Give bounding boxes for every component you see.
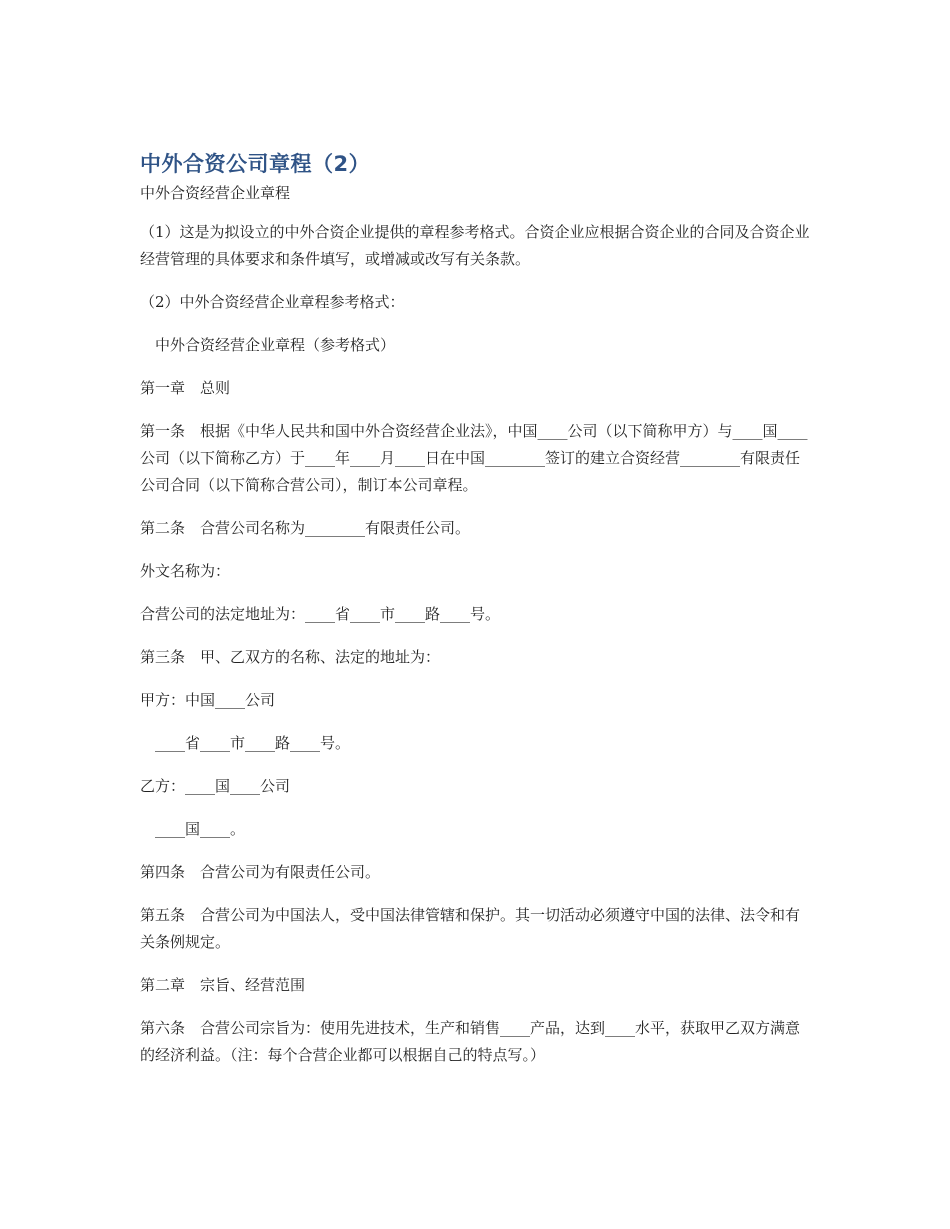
legal-address-line: 合营公司的法定地址为：____省____市____路____号。 — [140, 605, 501, 623]
document-subtitle: 中外合资经营企业章程 — [140, 184, 291, 202]
chapter-1-heading: 第一章 总则 — [140, 379, 231, 397]
article-6: 第六条 合营公司宗旨为：使用先进技术，生产和销售____产品，达到____水平，获取甲乙双方满意的经济利益。（注：每个合营企业都可以根据自己的特点写。） — [140, 1019, 801, 1064]
party-b-name: 乙方：____国____公司 — [140, 777, 291, 795]
document-page — [140, 148, 812, 1085]
article-4: 第四条 合营公司为有限责任公司。 — [140, 863, 381, 881]
document-title: 中外合资公司章程（2） — [140, 152, 371, 176]
paragraph-format-title: 中外合资经营企业章程（参考格式） — [140, 336, 396, 354]
party-a-address: ____省____市____路____号。 — [140, 734, 351, 752]
chapter-2-heading: 第二章 宗旨、经营范围 — [140, 976, 306, 994]
article-2: 第二条 合营公司名称为________有限责任公司。 — [140, 519, 471, 537]
paragraph-intro-1: （1）这是为拟设立的中外合资企业提供的章程参考格式。合资企业应根据合资企业的合同及合资企业经营管理的具体要求和条件填写，或增减或改写有关条款。 — [140, 223, 810, 268]
party-b-address: ____国____。 — [140, 820, 246, 838]
paragraph-intro-2: （2）中外合资经营企业章程参考格式： — [140, 293, 405, 311]
article-1: 第一条 根据《中华人民共和国中外合资经营企业法》，中国____公司（以下简称甲方）与____国____公司（以下简称乙方）于____年____月____日在中国________签订的建立合资经营________有限责任公司合同（以下简称合营公司），制订本公司章程。 — [140, 422, 808, 494]
party-a-name: 甲方：中国____公司 — [140, 691, 276, 709]
article-3: 第三条 甲、乙双方的名称、法定的地址为： — [140, 648, 441, 666]
article-5: 第五条 合营公司为中国法人，受中国法律管辖和保护。其一切活动必须遵守中国的法律、法令和有关条例规定。 — [140, 906, 801, 951]
foreign-name-line: 外文名称为： — [140, 562, 231, 580]
